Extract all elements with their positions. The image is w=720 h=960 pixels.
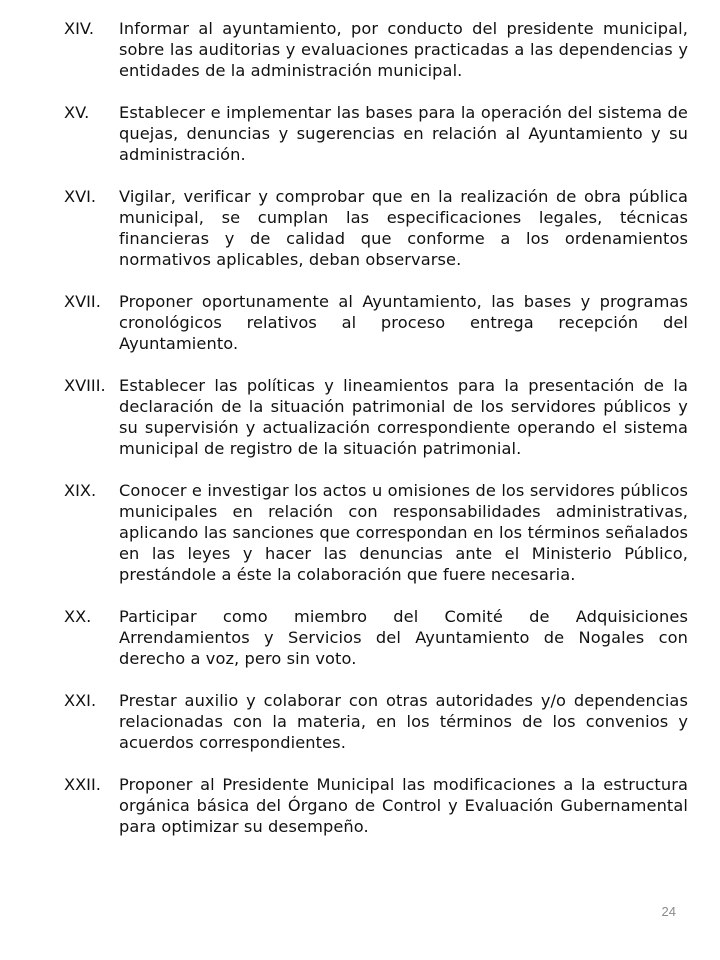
list-item [64,774,688,837]
item-text: Participar como miembro del Comité de Adquisiciones Arrendamientos y Servicios del Ayuntamiento de Nogales con derecho a voz, pero sin voto. [119,607,688,668]
list-item [64,102,688,165]
list-item [64,291,688,354]
item-number: XIV. [64,19,94,38]
item-text: Establecer e implementar las bases para la operación del sistema de quejas, denuncias y sugerencias en relación al Ayuntamiento y su administración. [119,103,688,164]
item-text: Establecer las políticas y lineamientos para la presentación de la declaración de la situación patrimonial de los servidores públicos y su supervisión y actualización correspondiente operando el sistema municipal de registro de la situación patrimonial. [119,376,688,458]
list-item [64,480,688,585]
item-text: Proponer al Presidente Municipal las modificaciones a la estructura orgánica básica del Órgano de Control y Evaluación Gubernamental para optimizar su desempeño. [119,775,688,836]
item-number: XXI. [64,691,97,710]
list-item [64,186,688,270]
item-text: Informar al ayuntamiento, por conducto del presidente municipal, sobre las auditorias y evaluaciones practicadas a las dependencias y entidades de la administración municipal. [119,19,688,80]
item-number: XVIII. [64,376,106,395]
list-item [64,18,688,81]
list-item [64,690,688,753]
attributions-list [64,18,688,858]
list-item [64,606,688,669]
item-number: XVI. [64,187,97,206]
list-item [64,375,688,459]
item-number: XX. [64,607,92,626]
item-number: XVII. [64,292,101,311]
item-text: Conocer e investigar los actos u omisiones de los servidores públicos municipales en relación con responsabilidades administrativas, aplicando las sanciones que correspondan en los términos señalados en las leyes y hacer las denuncias ante el Ministerio Público, prestándole a éste la colaboración que fuere necesaria. [119,481,688,584]
item-number: XXII. [64,775,101,794]
item-text: Proponer oportunamente al Ayuntamiento, las bases y programas cronológicos relativos al proceso entrega recepción del Ayuntamiento. [119,292,688,353]
page-number: 24 [661,904,676,919]
item-number: XIX. [64,481,97,500]
item-text: Prestar auxilio y colaborar con otras autoridades y/o dependencias relacionadas con la materia, en los términos de los convenios y acuerdos correspondientes. [119,691,688,752]
item-number: XV. [64,103,90,122]
item-text: Vigilar, verificar y comprobar que en la realización de obra pública municipal, se cumplan las especificaciones legales, técnicas financieras y de calidad que conforme a los ordenamientos normativos aplicables, deban observarse. [119,187,688,269]
